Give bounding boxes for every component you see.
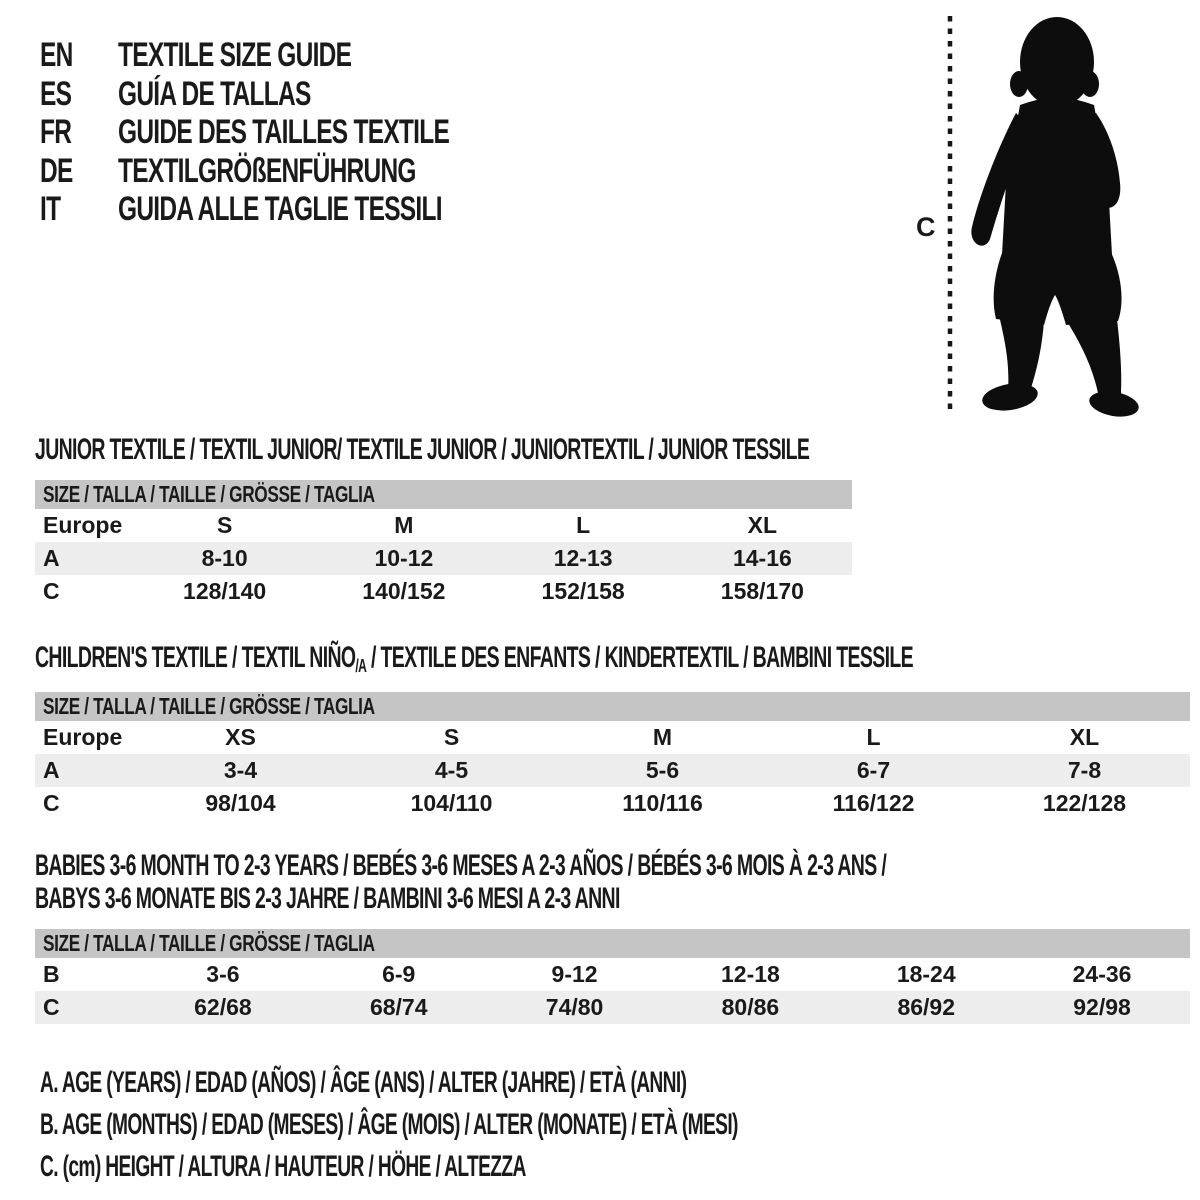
row-label: C [43,578,60,604]
height-cell: 122/128 [1042,790,1127,816]
language-code: ES [40,74,72,113]
height-cell: 80/86 [721,994,780,1020]
section-title-babies-line2: BABYS 3-6 MONATE BIS 2-3 JAHRE / BAMBINI 3-6 MESI A 2-3 ANNI [35,882,620,915]
babies-size-table [35,929,1190,1024]
size-cell: XL [747,512,778,538]
children-size-table [35,692,1190,820]
language-title-list [40,36,578,229]
age-cell: 12-13 [553,545,613,571]
age-months-cell: 12-18 [720,961,780,987]
language-row [40,152,578,191]
height-cell: 110/116 [622,790,703,816]
age-cell: 7-8 [1067,757,1102,783]
size-header-bar: SIZE / TALLA / TAILLE / GRÖSSE / TAGLIA [35,480,852,509]
age-months-cell: 18-24 [896,961,956,987]
children-textile-section [35,641,1190,820]
size-header-bar: SIZE / TALLA / TAILLE / GRÖSSE / TAGLIA [35,929,1190,958]
size-cell: M [652,724,673,750]
age-cell: 14-16 [732,545,792,571]
row-label: C [43,994,60,1020]
row-label: C [43,790,60,816]
height-cell: 140/152 [362,578,446,604]
age-cell: 3-4 [223,757,258,783]
table-row [35,754,1190,787]
age-months-cell: 6-9 [382,961,416,987]
legend-line-c: C. (cm) HEIGHT / ALTURA / HAUTEUR / HÖHE / ALTEZZA [40,1150,526,1183]
table-row [35,575,852,608]
section-title-children: CHILDREN'S TEXTILE / TEXTIL NIÑO/A / TEXTILE DES ENFANTS / KINDERTEXTIL / BAMBINI TESSILE [35,641,913,676]
legend-line-b: B. AGE (MONTHS) / EDAD (MESES) / ÂGE (MOIS) / ALTER (MONATE) / ETÀ (MESI) [40,1108,738,1141]
language-row [40,113,578,152]
guide-title: GUIDE DES TAILLES TEXTILE [118,113,450,151]
measure-legend [40,1062,1130,1188]
height-cell: 74/80 [545,994,604,1020]
table-row [35,509,852,542]
language-code: IT [40,190,61,228]
language-row [40,75,578,114]
height-cell: 158/170 [720,578,804,604]
language-code: FR [40,113,72,151]
toddler-silhouette-icon [958,12,1140,422]
size-cell: XS [225,724,256,750]
row-label: Europe [43,512,123,538]
table-row [35,958,1190,991]
age-months-cell: 24-36 [1072,961,1132,987]
table-row [35,542,852,575]
legend-line-a: A. AGE (YEARS) / EDAD (AÑOS) / ÂGE (ANS) / ALTER (JAHRE) / ETÀ (ANNI) [40,1066,687,1099]
age-cell: 4-5 [434,757,469,783]
size-cell: M [394,512,414,538]
height-measure-label: C [916,212,936,242]
table-row [35,991,1190,1024]
language-row [40,190,578,229]
height-dashed-line [946,16,954,416]
age-cell: 5-6 [645,757,680,783]
section-title-babies-line1: BABIES 3-6 MONTH TO 2-3 YEARS / BEBÉS 3-6 MESES A 2-3 AÑOS / BÉBÉS 3-6 MOIS À 2-3 ANS / [35,849,887,882]
language-code: EN [40,36,73,74]
size-cell: S [216,512,233,538]
guide-title: GUÍA DE TALLAS [118,74,311,113]
height-cell: 152/158 [541,578,625,604]
age-months-cell: 9-12 [551,961,598,987]
size-cell: XL [1069,724,1100,750]
size-header-bar: SIZE / TALLA / TAILLE / GRÖSSE / TAGLIA [35,692,1190,721]
row-label: Europe [43,724,123,750]
babies-textile-section [35,849,1190,1024]
size-cell: L [866,724,881,750]
nino-a-subscript: /A [355,655,367,676]
language-row [40,36,578,75]
junior-textile-section [35,433,852,608]
height-cell: 68/74 [369,994,428,1020]
age-months-cell: 3-6 [206,961,240,987]
row-label: A [43,545,60,571]
row-label: B [43,961,60,987]
height-cell: 62/68 [194,994,252,1020]
height-cell: 116/122 [832,790,915,816]
age-cell: 8-10 [201,545,248,571]
age-cell: 10-12 [374,545,434,571]
row-label: A [43,757,60,783]
height-cell: 128/140 [183,578,267,604]
table-row [35,721,1190,754]
junior-size-table [35,480,852,608]
language-code: DE [40,151,73,190]
guide-title: TEXTILE SIZE GUIDE [118,36,352,74]
table-row [35,787,1190,820]
guide-title: GUIDA ALLE TAGLIE TESSILI [118,190,442,228]
height-cell: 104/110 [410,790,493,816]
size-cell: L [576,512,591,538]
guide-title: TEXTILGRÖßENFÜHRUNG [118,151,416,190]
size-cell: S [443,724,460,750]
height-cell: 98/104 [205,790,276,816]
height-cell: 86/92 [897,994,955,1020]
section-title-junior: JUNIOR TEXTILE / TEXTIL JUNIOR/ TEXTILE JUNIOR / JUNIORTEXTIL / JUNIOR TESSILE [35,433,810,466]
height-cell: 92/98 [1073,994,1131,1020]
age-cell: 6-7 [856,757,891,783]
